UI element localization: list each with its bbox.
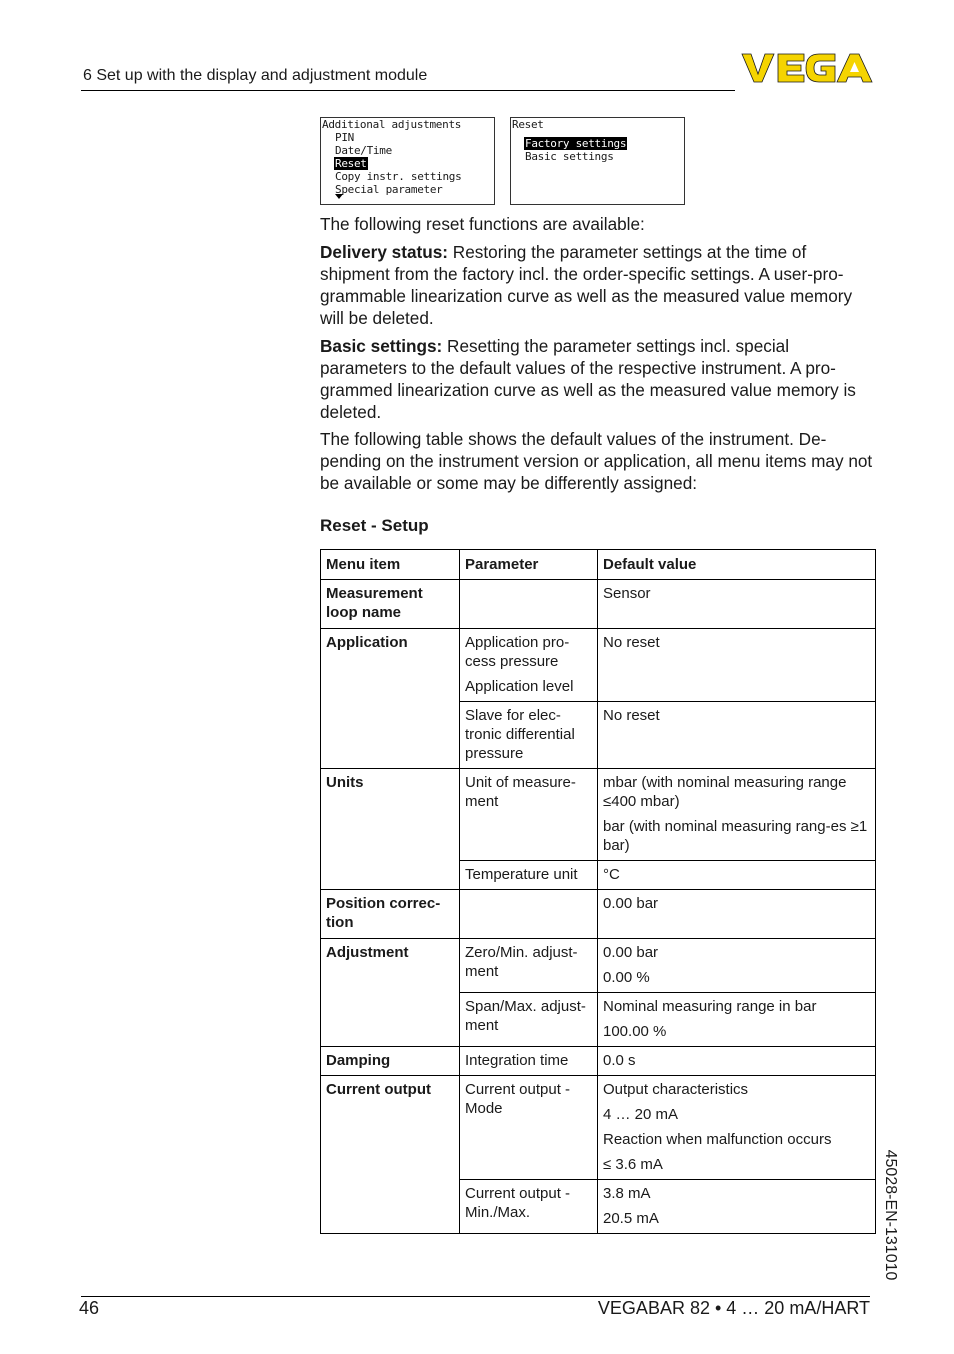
table-row [321, 580, 876, 629]
vega-logo [740, 52, 874, 84]
parameter-line: Application level [465, 678, 574, 695]
menu-item-cell: Current output [321, 1076, 460, 1234]
header-section-title: 6 Set up with the display and adjustment module [83, 67, 428, 84]
header-rule [81, 90, 735, 91]
column-header: Default value [598, 550, 876, 580]
parameter-cell: Unit of measure-ment [460, 769, 598, 861]
reset-defaults-table [320, 549, 876, 1234]
default-line: 3.8 mA [603, 1185, 651, 1202]
parameter-cell: Current output - Min./Max. [460, 1180, 598, 1234]
default-value-cell: No reset [598, 629, 876, 702]
display-line: Special parameter [335, 183, 443, 196]
default-line: 4 … 20 mA [603, 1106, 679, 1123]
parameter-cell [460, 629, 598, 702]
default-line: Reaction when malfunction occurs [603, 1131, 832, 1148]
scroll-down-arrow-icon [335, 194, 343, 199]
display-menu-additional-adjustments [320, 117, 495, 205]
table-row [321, 939, 876, 993]
footer-rule [81, 1296, 870, 1297]
display-menu-reset [510, 117, 685, 205]
parameter-cell: Slave for elec-tronic differential pressure [460, 702, 598, 769]
section-title: Reset - Setup [320, 516, 429, 535]
default-value-cell: 0.00 bar [598, 890, 876, 939]
default-value-cell: 0.0 s [598, 1047, 876, 1076]
default-value-cell [598, 993, 876, 1047]
display-line: Basic settings [525, 150, 614, 163]
parameter-line: Application pro-cess pressure [465, 634, 570, 670]
display-line: Date/Time [335, 144, 392, 157]
default-line: Nominal measuring range in bar [603, 998, 817, 1015]
table-row [321, 1076, 876, 1180]
table-row [321, 1047, 876, 1076]
menu-item-cell: Measurement loop name [321, 580, 460, 629]
menu-item-cell: Adjustment [321, 939, 460, 1047]
default-value-cell [598, 1076, 876, 1180]
document-code-vertical [878, 1140, 902, 1290]
default-value-cell: No reset [598, 702, 876, 769]
menu-item-cell: Position correc-tion [321, 890, 460, 939]
intro-paragraph [320, 213, 876, 235]
default-line: 100.00 % [603, 1023, 667, 1040]
table-row [321, 629, 876, 702]
default-line: mbar (with nominal measuring range ≤400 mbar) [603, 774, 847, 810]
parameter-cell: Span/Max. adjust-ment [460, 993, 598, 1047]
footer-product-name: VEGABAR 82 • 4 … 20 mA/HART [597, 1298, 870, 1318]
parameter-cell: Integration time [460, 1047, 598, 1076]
basic-settings-paragraph [320, 335, 876, 423]
parameter-cell: Temperature unit [460, 861, 598, 890]
display-line: PIN [335, 131, 354, 144]
parameter-cell [460, 890, 598, 939]
display-line-selected: Factory settings [525, 137, 627, 150]
default-value-cell [598, 1180, 876, 1234]
page-number: 46 [79, 1298, 100, 1318]
display-line: Reset [512, 118, 544, 131]
table-row [321, 890, 876, 939]
basic-settings-text: Resetting the parameter settings incl. special parameters to the default values of the respective instrument. A pro-grammed linearization curve as well as the measured value memory is deleted. [320, 336, 856, 422]
column-header: Menu item [321, 550, 460, 580]
parameter-cell: Zero/Min. adjust-ment [460, 939, 598, 993]
default-line: 0.00 % [603, 969, 650, 986]
default-line: bar (with nominal measuring rang-es ≥1 bar) [603, 818, 868, 854]
display-line: Additional adjustments [322, 118, 462, 131]
display-line-selected: Reset [335, 157, 367, 170]
table-intro-paragraph [320, 428, 876, 494]
menu-item-cell: Units [321, 769, 460, 890]
intro-text: The following reset functions are available: [320, 214, 645, 234]
default-value-cell [598, 939, 876, 993]
delivery-status-paragraph [320, 241, 876, 329]
delivery-status-text: Restoring the parameter settings at the time of shipment from the factory incl. the order-specific settings. A user-pro-grammable linearization curve as well as the measured value memory will be deleted. [320, 242, 853, 328]
table-row [321, 769, 876, 861]
basic-settings-label: Basic settings: [320, 336, 443, 356]
document-code-text: 45028-EN-131010 [882, 1149, 899, 1281]
menu-item-cell: Damping [321, 1047, 460, 1076]
delivery-status-label: Delivery status: [320, 242, 449, 262]
default-line: 20.5 mA [603, 1210, 659, 1227]
default-value-cell: °C [598, 861, 876, 890]
menu-item-cell: Application [321, 629, 460, 769]
parameter-cell [460, 580, 598, 629]
default-value-cell [598, 769, 876, 861]
default-line: ≤ 3.6 mA [603, 1156, 663, 1173]
default-line: Output characteristics [603, 1081, 749, 1098]
display-line: Copy instr. settings [335, 170, 462, 183]
column-header: Parameter [460, 550, 598, 580]
parameter-cell: Current output - Mode [460, 1076, 598, 1180]
default-value-cell: Sensor [598, 580, 876, 629]
default-line: 0.00 bar [603, 944, 659, 961]
table-intro-text: The following table shows the default values of the instrument. De-pending on the instrument version or application, all menu items may not be available or some may be differently assigned: [320, 429, 873, 493]
table-header-row [321, 550, 876, 580]
